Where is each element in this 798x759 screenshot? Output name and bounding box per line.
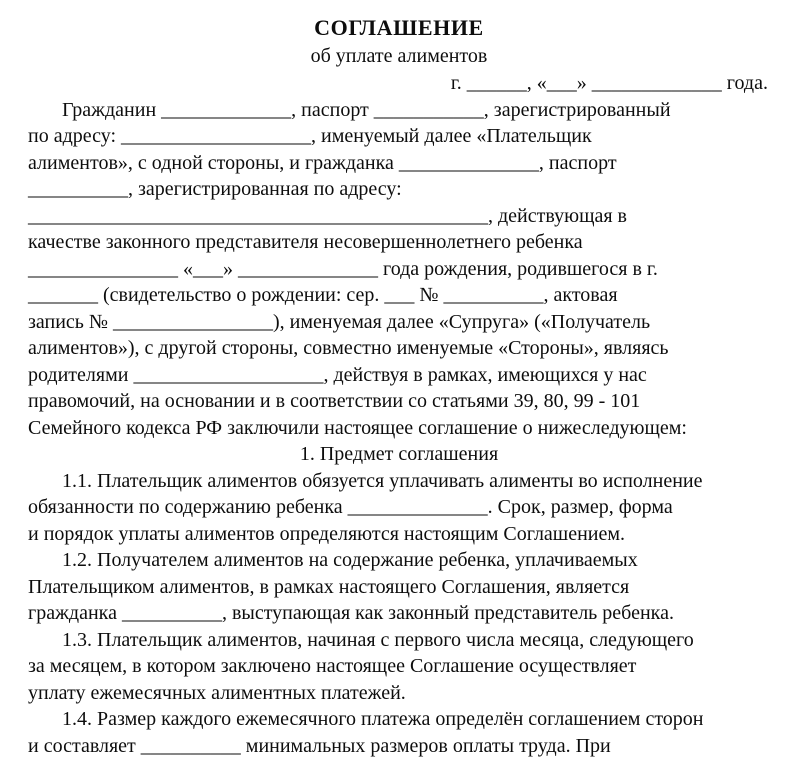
preamble-line-7: _______________ «___» ______________ года рождения, родившегося в г. — [28, 256, 770, 283]
clause-1-1 — [28, 468, 770, 548]
preamble-line-5: ______________________________________________, действующая в — [28, 203, 770, 230]
clause-1-2-line-1: 1.2. Получателем алиментов на содержание ребенка, уплачиваемых — [28, 547, 770, 574]
preamble-line-4: __________, зарегистрированная по адресу: — [28, 176, 770, 203]
preamble-line-8: _______ (свидетельство о рождении: сер. ___ № __________, актовая — [28, 282, 770, 309]
clause-1-3-line-1: 1.3. Плательщик алиментов, начиная с первого числа месяца, следующего — [28, 627, 770, 654]
clause-1-2 — [28, 547, 770, 627]
preamble-line-11: родителями ___________________, действуя в рамках, имеющихся у нас — [28, 362, 770, 389]
clause-1-4-line-2: и составляет __________ минимальных размеров оплаты труда. При — [28, 733, 770, 759]
section-1-heading: 1. Предмет соглашения — [28, 441, 770, 468]
preamble-block — [28, 97, 770, 442]
clause-1-2-line-3: гражданка __________, выступающая как законный представитель ребенка. — [28, 600, 770, 627]
preamble-line-3: алиментов», с одной стороны, и гражданка ______________, паспорт — [28, 150, 770, 177]
preamble-line-6: качестве законного представителя несовершеннолетнего ребенка — [28, 229, 770, 256]
preamble-line-1: Гражданин _____________, паспорт ___________, зарегистрированный — [28, 97, 770, 124]
clause-1-1-line-3: и порядок уплаты алиментов определяются настоящим Соглашением. — [28, 521, 770, 548]
clause-1-3-line-3: уплату ежемесячных алиментных платежей. — [28, 680, 770, 707]
preamble-line-9: запись № ________________), именуемая далее «Супруга» («Получатель — [28, 309, 770, 336]
preamble-line-10: алиментов»), с другой стороны, совместно именуемые «Стороны», являясь — [28, 335, 770, 362]
preamble-line-2: по адресу: ___________________, именуемый далее «Плательщик — [28, 123, 770, 150]
document-subtitle: об уплате алиментов — [28, 42, 770, 70]
clause-1-1-line-1: 1.1. Плательщик алиментов обязуется уплачивать алименты во исполнение — [28, 468, 770, 495]
clause-1-4-line-1: 1.4. Размер каждого ежемесячного платежа определён соглашением сторон — [28, 706, 770, 733]
clause-1-3 — [28, 627, 770, 707]
document-title: СОГЛАШЕНИЕ — [28, 14, 770, 42]
clause-1-3-line-2: за месяцем, в котором заключено настоящее Соглашение осуществляет — [28, 653, 770, 680]
clause-1-4 — [28, 706, 770, 759]
clause-1-1-line-2: обязанности по содержанию ребенка ______________. Срок, размер, форма — [28, 494, 770, 521]
date-place-line: г. ______, «___» _____________ года. — [28, 70, 770, 97]
clause-1-2-line-2: Плательщиком алиментов, в рамках настоящего Соглашения, является — [28, 574, 770, 601]
preamble-line-12: правомочий, на основании и в соответствии со статьями 39, 80, 99 - 101 — [28, 388, 770, 415]
preamble-line-13: Семейного кодекса РФ заключили настоящее соглашение о нижеследующем: — [28, 415, 770, 442]
